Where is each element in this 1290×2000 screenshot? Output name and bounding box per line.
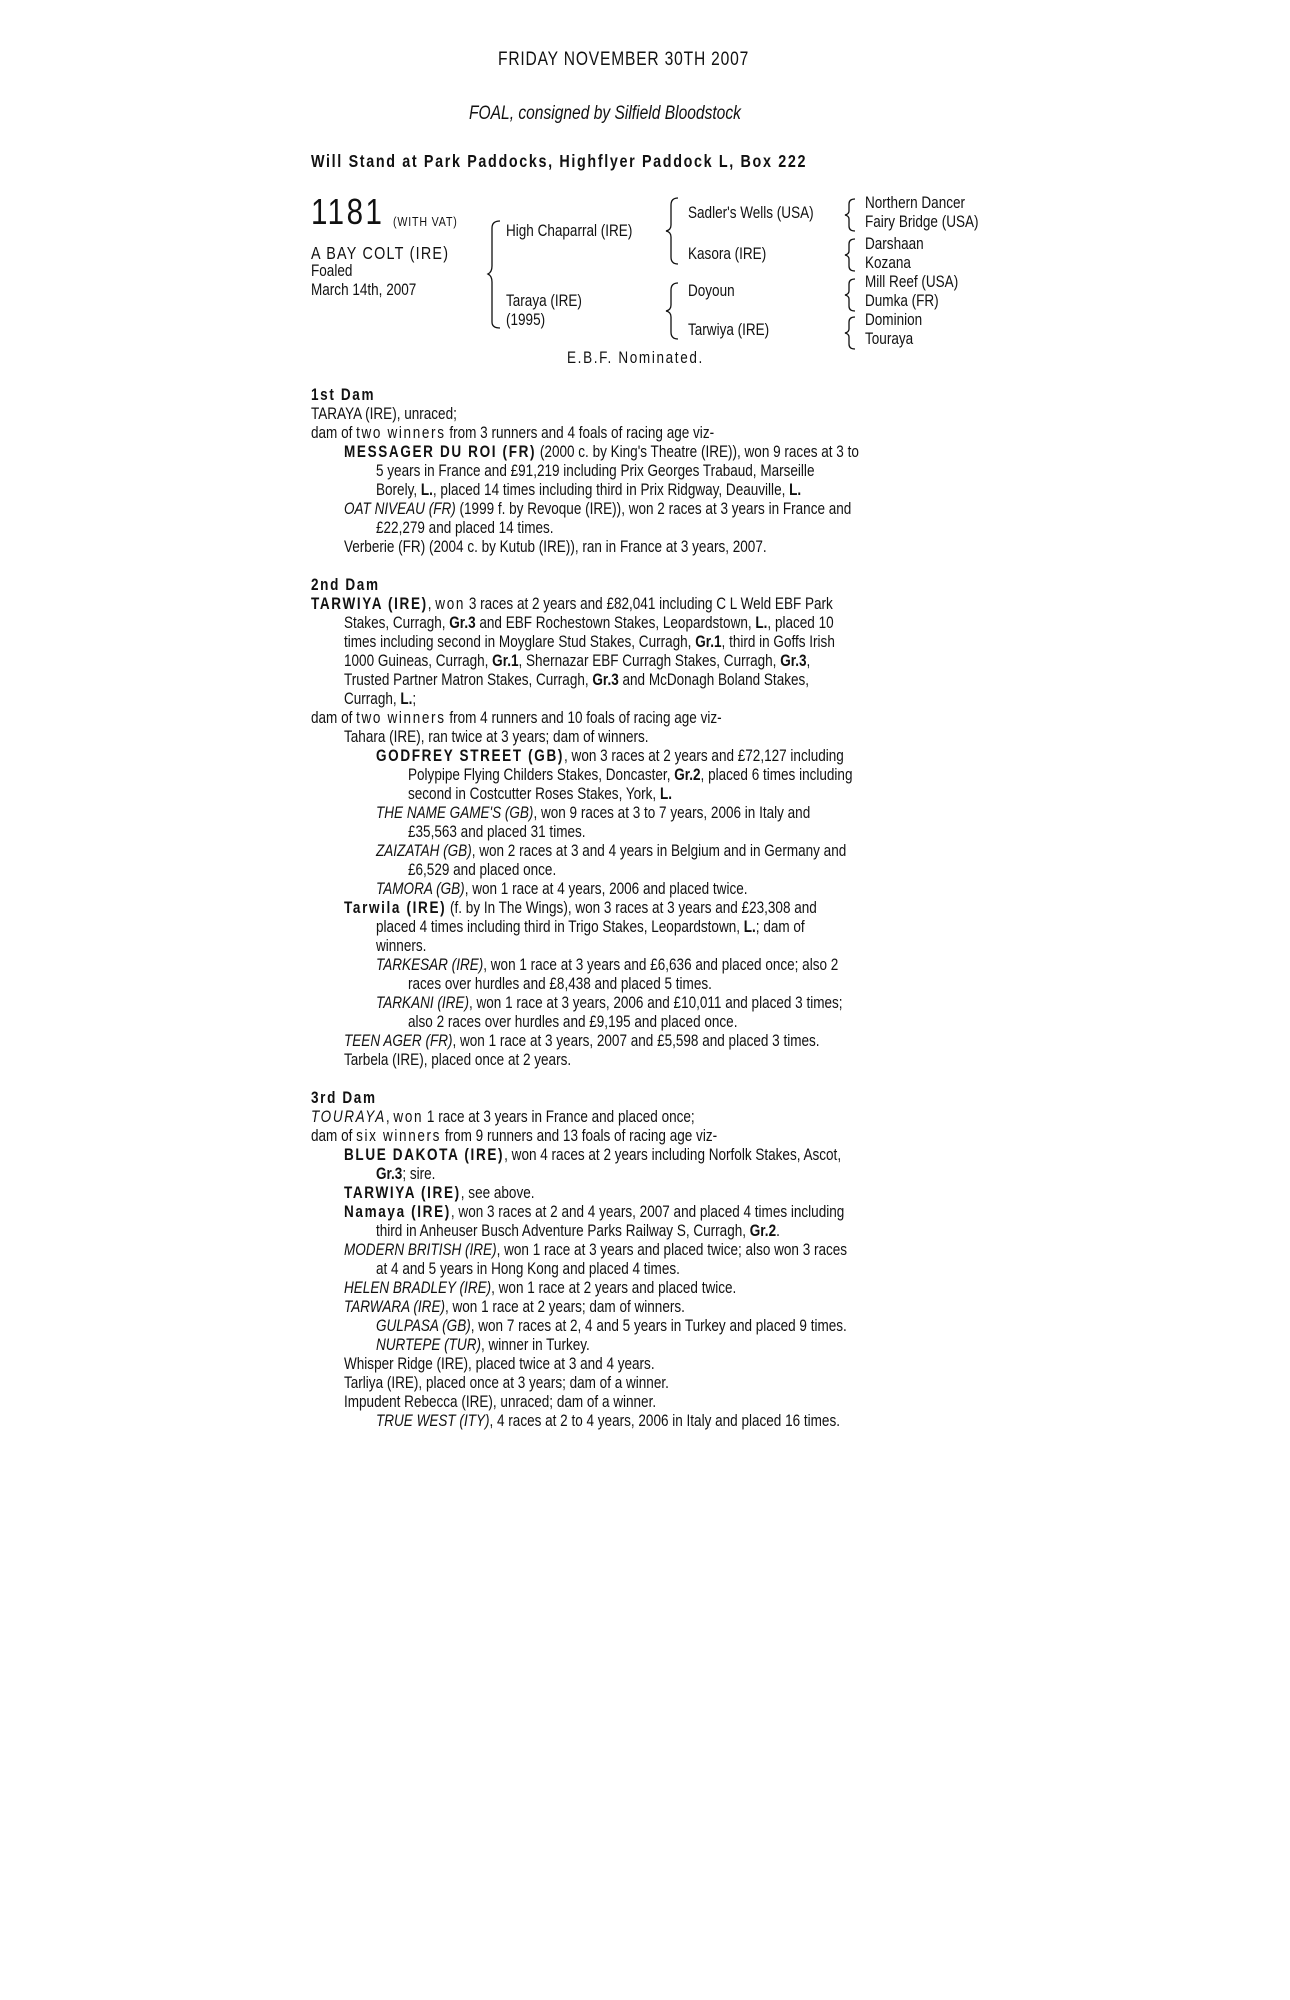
stand-location: Will Stand at Park Paddocks, Highflyer Paddock L, Box 222	[311, 151, 808, 171]
great-granddam-3: Dumka (FR)	[865, 292, 939, 310]
pedigree-bracket-g4	[845, 316, 857, 350]
third-dam-line: BLUE DAKOTA (IRE), won 4 races at 2 years including Norfolk Stakes, Ascot,	[344, 1146, 842, 1164]
second-dam-line: placed 4 times including third in Trigo Stakes, Leopardstown, L.; dam of	[376, 918, 805, 936]
first-dam-line: MESSAGER DU ROI (FR) (2000 c. by King's Theatre (IRE)), won 9 races at 3 to	[344, 443, 859, 461]
second-dam-line: THE NAME GAME'S (GB), won 9 races at 3 to 7 years, 2006 in Italy and	[376, 804, 811, 822]
second-dam-heading: 2nd Dam	[311, 576, 380, 594]
third-dam-heading: 3rd Dam	[311, 1089, 377, 1107]
second-dam-line: dam of two winners from 4 runners and 10 foals of racing age viz-	[311, 709, 722, 727]
third-dam-line: TOURAYA, won 1 race at 3 years in France and placed once;	[311, 1108, 695, 1126]
sale-date: FRIDAY NOVEMBER 30TH 2007	[498, 49, 750, 70]
first-dam-line: dam of two winners from 3 runners and 4 foals of racing age viz-	[311, 424, 715, 442]
great-granddam-4: Touraya	[865, 330, 914, 348]
dam-name: Taraya (IRE)	[506, 292, 582, 310]
second-dam-line: second in Costcutter Roses Stakes, York, L.	[408, 785, 672, 803]
second-dam-line: £35,563 and placed 31 times.	[408, 823, 586, 841]
sire-name: High Chaparral (IRE)	[506, 222, 633, 240]
third-dam-line: MODERN BRITISH (IRE), won 1 race at 3 years and placed twice; also won 3 races	[344, 1241, 848, 1259]
third-dam-line: third in Anheuser Busch Adventure Parks Railway S, Curragh, Gr.2.	[376, 1222, 780, 1240]
second-dam-line: GODFREY STREET (GB), won 3 races at 2 years and £72,127 including	[376, 747, 844, 765]
first-dam-line: Verberie (FR) (2004 c. by Kutub (IRE)), ran in France at 3 years, 2007.	[344, 538, 767, 556]
vat-note: (WITH VAT)	[393, 214, 458, 229]
second-dam-line: TAMORA (GB), won 1 race at 4 years, 2006 and placed twice.	[376, 880, 748, 898]
lot-number: 1181	[311, 191, 385, 232]
pedigree-bracket-g3	[845, 278, 857, 312]
third-dam-line: TARWIYA (IRE), see above.	[344, 1184, 535, 1202]
third-dam-line: NURTEPE (TUR), winner in Turkey.	[376, 1336, 590, 1354]
second-dam-line: also 2 races over hurdles and £9,195 and placed once.	[408, 1013, 738, 1031]
second-dam-line: Stakes, Curragh, Gr.3 and EBF Rochestown Stakes, Leopardstown, L., placed 10	[344, 614, 834, 632]
second-dam-line: races over hurdles and £8,438 and placed 5 times.	[408, 975, 712, 993]
third-dam-line: Impudent Rebecca (IRE), unraced; dam of a winner.	[344, 1393, 657, 1411]
second-dam-line: TARKESAR (IRE), won 1 race at 3 years and £6,636 and placed once; also 2	[376, 956, 839, 974]
dam-year: (1995)	[506, 311, 546, 329]
second-dam-line: £6,529 and placed once.	[408, 861, 557, 879]
great-grandsire-4: Dominion	[865, 311, 923, 329]
pedigree-bracket-dam	[666, 282, 680, 340]
first-dam-line: 5 years in France and £91,219 including Prix Georges Trabaud, Marseille	[376, 462, 815, 480]
first-dam-line: £22,279 and placed 14 times.	[376, 519, 554, 537]
first-dam-line: TARAYA (IRE), unraced;	[311, 405, 457, 423]
third-dam-line: at 4 and 5 years in Hong Kong and placed 4 times.	[376, 1260, 680, 1278]
third-dam-line: GULPASA (GB), won 7 races at 2, 4 and 5 years in Turkey and placed 9 times.	[376, 1317, 847, 1335]
pedigree-bracket-main	[488, 220, 502, 330]
second-dam-line: Tarbela (IRE), placed once at 2 years.	[344, 1051, 572, 1069]
third-dam-line: TRUE WEST (ITY), 4 races at 2 to 4 years, 2006 in Italy and placed 16 times.	[376, 1412, 840, 1430]
second-dam-line: Polypipe Flying Childers Stakes, Doncaster, Gr.2, placed 6 times including	[408, 766, 853, 784]
pedigree-bracket-sire	[666, 197, 680, 267]
third-dam-line: HELEN BRADLEY (IRE), won 1 race at 2 years and placed twice.	[344, 1279, 737, 1297]
second-dam-line: Tahara (IRE), ran twice at 3 years; dam of winners.	[344, 728, 649, 746]
second-dam-line: 1000 Guineas, Curragh, Gr.1, Shernazar EBF Curragh Stakes, Curragh, Gr.3,	[344, 652, 811, 670]
sire-sire-name: Sadler's Wells (USA)	[688, 204, 814, 222]
first-dam-line: OAT NIVEAU (FR) (1999 f. by Revoque (IRE)), won 2 races at 3 years in France and	[344, 500, 852, 518]
ebf-nominated: E.B.F. Nominated.	[567, 349, 704, 367]
third-dam-line: Namaya (IRE), won 3 races at 2 and 4 years, 2007 and placed 4 times including	[344, 1203, 845, 1221]
great-granddam-2: Kozana	[865, 254, 911, 272]
pedigree-bracket-g1	[845, 198, 857, 232]
second-dam-line: Curragh, L.;	[344, 690, 417, 708]
second-dam-line: Trusted Partner Matron Stakes, Curragh, Gr.3 and McDonagh Boland Stakes,	[344, 671, 810, 689]
third-dam-line: dam of six winners from 9 runners and 13 foals of racing age viz-	[311, 1127, 718, 1145]
pedigree-bracket-g2	[845, 238, 857, 272]
second-dam-line: ZAIZATAH (GB), won 2 races at 3 and 4 years in Belgium and in Germany and	[376, 842, 847, 860]
third-dam-line: Tarliya (IRE), placed once at 3 years; dam of a winner.	[344, 1374, 669, 1392]
dam-dam-name: Tarwiya (IRE)	[688, 321, 770, 339]
foaled-date: March 14th, 2007	[311, 281, 417, 299]
second-dam-line: TARKANI (IRE), won 1 race at 3 years, 2006 and £10,011 and placed 3 times;	[376, 994, 843, 1012]
second-dam-line: TEEN AGER (FR), won 1 race at 3 years, 2007 and £5,598 and placed 3 times.	[344, 1032, 820, 1050]
great-grandsire-2: Darshaan	[865, 235, 924, 253]
third-dam-line: TARWARA (IRE), won 1 race at 2 years; dam of winners.	[344, 1298, 685, 1316]
consignment-line: FOAL, consigned by Silfield Bloodstock	[469, 103, 741, 124]
third-dam-line: Gr.3; sire.	[376, 1165, 436, 1183]
second-dam-line: Tarwila (IRE) (f. by In The Wings), won 3 races at 3 years and £23,308 and	[344, 899, 817, 917]
first-dam-line: Borely, L., placed 14 times including third in Prix Ridgway, Deauville, L.	[376, 481, 802, 499]
second-dam-line: TARWIYA (IRE), won 3 races at 2 years and £82,041 including C L Weld EBF Park	[311, 595, 833, 613]
third-dam-line: Whisper Ridge (IRE), placed twice at 3 and 4 years.	[344, 1355, 655, 1373]
great-grandsire-3: Mill Reef (USA)	[865, 273, 959, 291]
second-dam-line: times including second in Moyglare Stud Stakes, Curragh, Gr.1, third in Goffs Irish	[344, 633, 835, 651]
dam-sire-name: Doyoun	[688, 282, 735, 300]
foaled-label: Foaled	[311, 262, 353, 280]
great-granddam-1: Fairy Bridge (USA)	[865, 213, 979, 231]
sire-dam-name: Kasora (IRE)	[688, 245, 767, 263]
first-dam-heading: 1st Dam	[311, 386, 376, 404]
second-dam-line: winners.	[376, 937, 427, 955]
great-grandsire-1: Northern Dancer	[865, 194, 966, 212]
lot-description: A BAY COLT (IRE)	[311, 243, 450, 263]
